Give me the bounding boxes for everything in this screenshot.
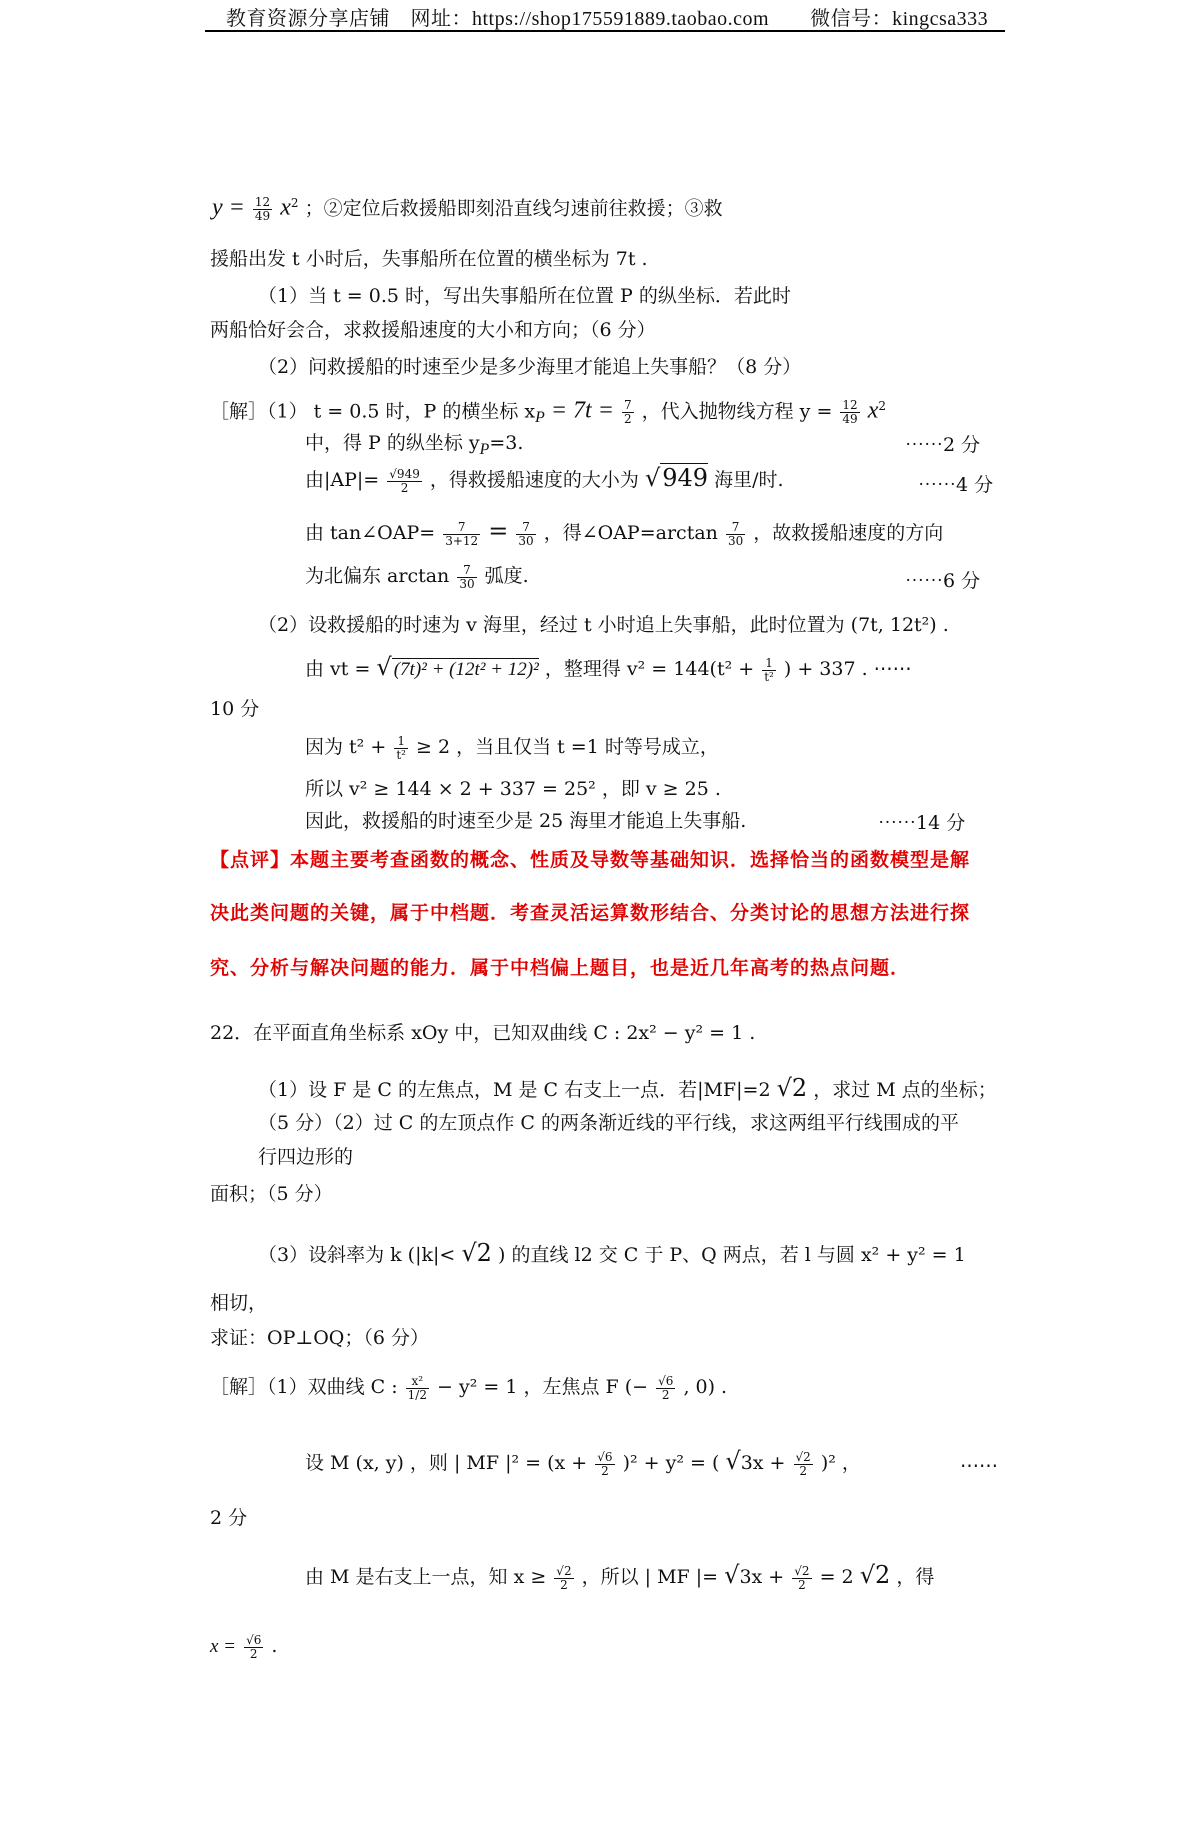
sqrt-2: √2 [776, 1074, 808, 1102]
fraction-x2-half: $\frac{\text{x²}}{1/2}$ [407, 1373, 427, 1402]
text: = 2 [819, 1566, 854, 1588]
text: ) 的直线 l2 交 C 于 P、Q 两点，若 l 与圆 x² + y² = 1 [498, 1244, 966, 1266]
text: ，整理得 v² = 144(t² + [544, 658, 755, 680]
header-rule [205, 30, 1005, 32]
comment-line-2: 决此类问题的关键，属于中档题．考查灵活运算数形结合、分类讨论的思想方法进行探 [210, 902, 971, 924]
line-02: 援船出发 t 小时后，失事船所在位置的横坐标为 7t . [210, 248, 648, 270]
exponent-2: 2 [878, 399, 887, 413]
score-2: ⋯⋯2 分 [905, 434, 981, 456]
text: 弧度. [484, 565, 529, 587]
radical-sign: √ [725, 1447, 741, 1475]
score-dots: ⋯⋯ [960, 1455, 998, 1477]
math-x: x [280, 194, 291, 221]
sub-p: P [535, 409, 545, 427]
line-08: 由|AP|= $\frac{√949}{2}$ ，得救援船速度的大小为 √949 海里/时. [305, 464, 784, 495]
fraction-7-30: $\frac{7}{30}$ [518, 519, 534, 548]
text: )² ， [820, 1452, 861, 1474]
fraction-sqrt6-2c: $\frac{√6}{2}$ [246, 1632, 262, 1661]
text: ，故救援船速度的方向 [753, 522, 944, 544]
text: ≥ 2 ，当且仅当 t =1 时等号成立， [416, 736, 719, 758]
radical-sign-2: √ [724, 1561, 740, 1589]
text: ；②定位后救援船即刻沿直线匀速前往救援；③救 [304, 197, 723, 220]
line-10 [305, 563, 529, 591]
text: ，得救援船速度的大小为 [429, 469, 639, 491]
question-22-part1 [258, 1075, 997, 1103]
fraction-sqrt949-2: $\frac{√949}{2}$ [389, 466, 420, 495]
text: 3x + [739, 1566, 785, 1588]
exponent-2: 2 [290, 196, 299, 210]
text: 由 tan∠OAP= [305, 522, 436, 544]
line-parabola [212, 190, 723, 223]
math-y-eq: y = [212, 194, 245, 221]
text: 由|AP|= [305, 469, 380, 491]
text: 海里/时. [714, 469, 784, 491]
text: 3x + [740, 1452, 786, 1474]
solution-22-line2 [305, 1448, 861, 1478]
text: ，得∠OAP=arctan [543, 522, 718, 544]
page-header [0, 0, 1200, 40]
text: 为北偏东 arctan [305, 565, 450, 587]
question-22-prove: 求证：OP⊥OQ；（6 分） [210, 1327, 430, 1349]
line-15: 所以 v² ≥ 144 × 2 + 337 = 25² ，即 v ≥ 25 . [305, 778, 721, 800]
radicand: (7t)² + (12t² + 12)² [393, 659, 539, 680]
line-13: 10 分 [210, 698, 260, 720]
text: )² + y² = ( [622, 1452, 720, 1474]
math-x: x [867, 397, 879, 424]
sqrt-2c: √2 [859, 1561, 891, 1589]
sqrt-949: 949 [662, 464, 709, 492]
math-eq7t: = 7t = [550, 397, 614, 424]
score-14: ⋯⋯14 分 [878, 812, 966, 834]
text: ，得 [896, 1566, 935, 1588]
fraction-12-49b: $\frac{12}{49}$ [842, 397, 858, 426]
text: ，求过 M 点的坐标； [813, 1079, 997, 1101]
line-11: （2）设救援船的时速为 v 海里，经过 t 小时追上失事船，此时位置为 (7t, 12t²) . [258, 614, 949, 636]
solution-22-line4 [305, 1562, 934, 1592]
text: . [271, 1635, 278, 1657]
fraction-sqrt2-2c: $\frac{√2}{2}$ [794, 1563, 810, 1592]
text: ［解］（1）双曲线 C : [210, 1376, 398, 1398]
comment-line-3: 究、分析与解决问题的能力．属于中档偏上题目，也是近几年高考的热点问题． [210, 957, 911, 979]
comment-line-1: 【点评】本题主要考查函数的概念、性质及导数等基础知识．选择恰当的函数模型是解 [210, 849, 971, 871]
fraction-7-30b: $\frac{7}{30}$ [727, 519, 744, 548]
text: ) + 337 . ⋯⋯ [783, 658, 912, 680]
question-22-area: 面积；（5 分） [210, 1183, 333, 1205]
text: =3. [489, 432, 524, 454]
question-22: 22．在平面直角坐标系 xOy 中，已知双曲线 C : 2x² − y² = 1 . [210, 1022, 756, 1044]
fraction-tan: $\frac{7}{3+12}$ [445, 519, 479, 548]
line-16: 因此，救援船的时速至少是 25 海里才能追上失事船. [305, 810, 747, 832]
fraction-1-t2: $\frac{1}{\text{t²}}$ [764, 655, 774, 684]
line-14 [305, 734, 719, 762]
line-12: 由 vt = √ (7t)² + (12t² + 12)² ，整理得 v² = 144(t² + $\frac{1}{\text{t²}}$ ) + 337 . ⋯⋯ [305, 653, 912, 684]
fraction-sqrt6-2: $\frac{√6}{2}$ [658, 1373, 674, 1402]
solution-22-line1 [210, 1374, 727, 1402]
text: 因为 t² + [305, 736, 387, 758]
text: 中，得 P 的纵坐标 y [305, 432, 480, 454]
text: − y² = 1 ，左焦点 F (− [437, 1376, 649, 1398]
header-text: 教育资源分享店铺 网址：https://shop175591889.taobao.com 微信号：kingcsa333 [226, 8, 989, 30]
fraction-sqrt2-2b: $\frac{√2}{2}$ [556, 1563, 572, 1592]
fraction-7-30c: $\frac{7}{30}$ [459, 562, 475, 591]
text: x = [210, 1636, 237, 1657]
line-05: （2）问救援船的时速至少是多少海里才能追上失事船？（8 分） [258, 356, 802, 378]
solution-22-line5 [210, 1633, 277, 1661]
score-4: ⋯⋯4 分 [918, 474, 994, 496]
text: 设 M (x, y) ，则 | MF |² = (x + [305, 1452, 588, 1474]
text: ，所以 | MF |= [581, 1566, 719, 1588]
solution-22-score2: 2 分 [210, 1507, 248, 1529]
text: （3）设斜率为 k (|k|< [258, 1244, 456, 1266]
question-22-part3 [258, 1240, 966, 1268]
text: ，代入抛物线方程 y = [641, 400, 833, 423]
text: 由 M 是右支上一点，知 x ≥ [305, 1566, 547, 1588]
line-09: 由 tan∠OAP= $\frac{7}{3+12}$ = $\frac{7}{30}$ ，得∠OAP=arctan $\frac{7}{30}$ ，故救援船速度的方向 [305, 517, 944, 548]
text: （1）设 F 是 C 的左焦点，M 是 C 右支上一点．若|MF|=2 [258, 1079, 771, 1101]
text: ［解］（1） t = 0.5 时，P 的横坐标 x [210, 400, 536, 423]
line-04: 两船恰好会合，求救援船速度的大小和方向；（6 分） [210, 319, 656, 341]
score-6: ⋯⋯6 分 [905, 570, 981, 592]
text: 由 vt = [305, 658, 371, 680]
line-07 [305, 430, 523, 463]
line-03: （1）当 t = 0.5 时，写出失事船所在位置 P 的纵坐标．若此时 [258, 285, 791, 307]
fraction-sqrt6-2b: $\frac{√6}{2}$ [597, 1449, 613, 1478]
question-22-tangent: 相切， [210, 1292, 268, 1314]
text: , 0) . [683, 1376, 728, 1398]
fraction-1-t2b: $\frac{1}{\text{t²}}$ [396, 733, 406, 762]
sub-p: P [479, 440, 490, 458]
fraction-sqrt2-2: $\frac{√2}{2}$ [795, 1449, 811, 1478]
fraction-7-2: $\frac{7}{2}$ [623, 397, 632, 426]
question-22-part2: （5 分）（2）过 C 的左顶点作 C 的两条渐近线的平行线，求这两组平行线围成的平 [258, 1112, 959, 1134]
sqrt-2b: √2 [461, 1239, 492, 1267]
line-solution-1 [210, 393, 886, 431]
question-22-part2-cont: 行四边形的 [258, 1146, 354, 1168]
fraction-12-49: $\frac{12}{49}$ [254, 194, 271, 223]
